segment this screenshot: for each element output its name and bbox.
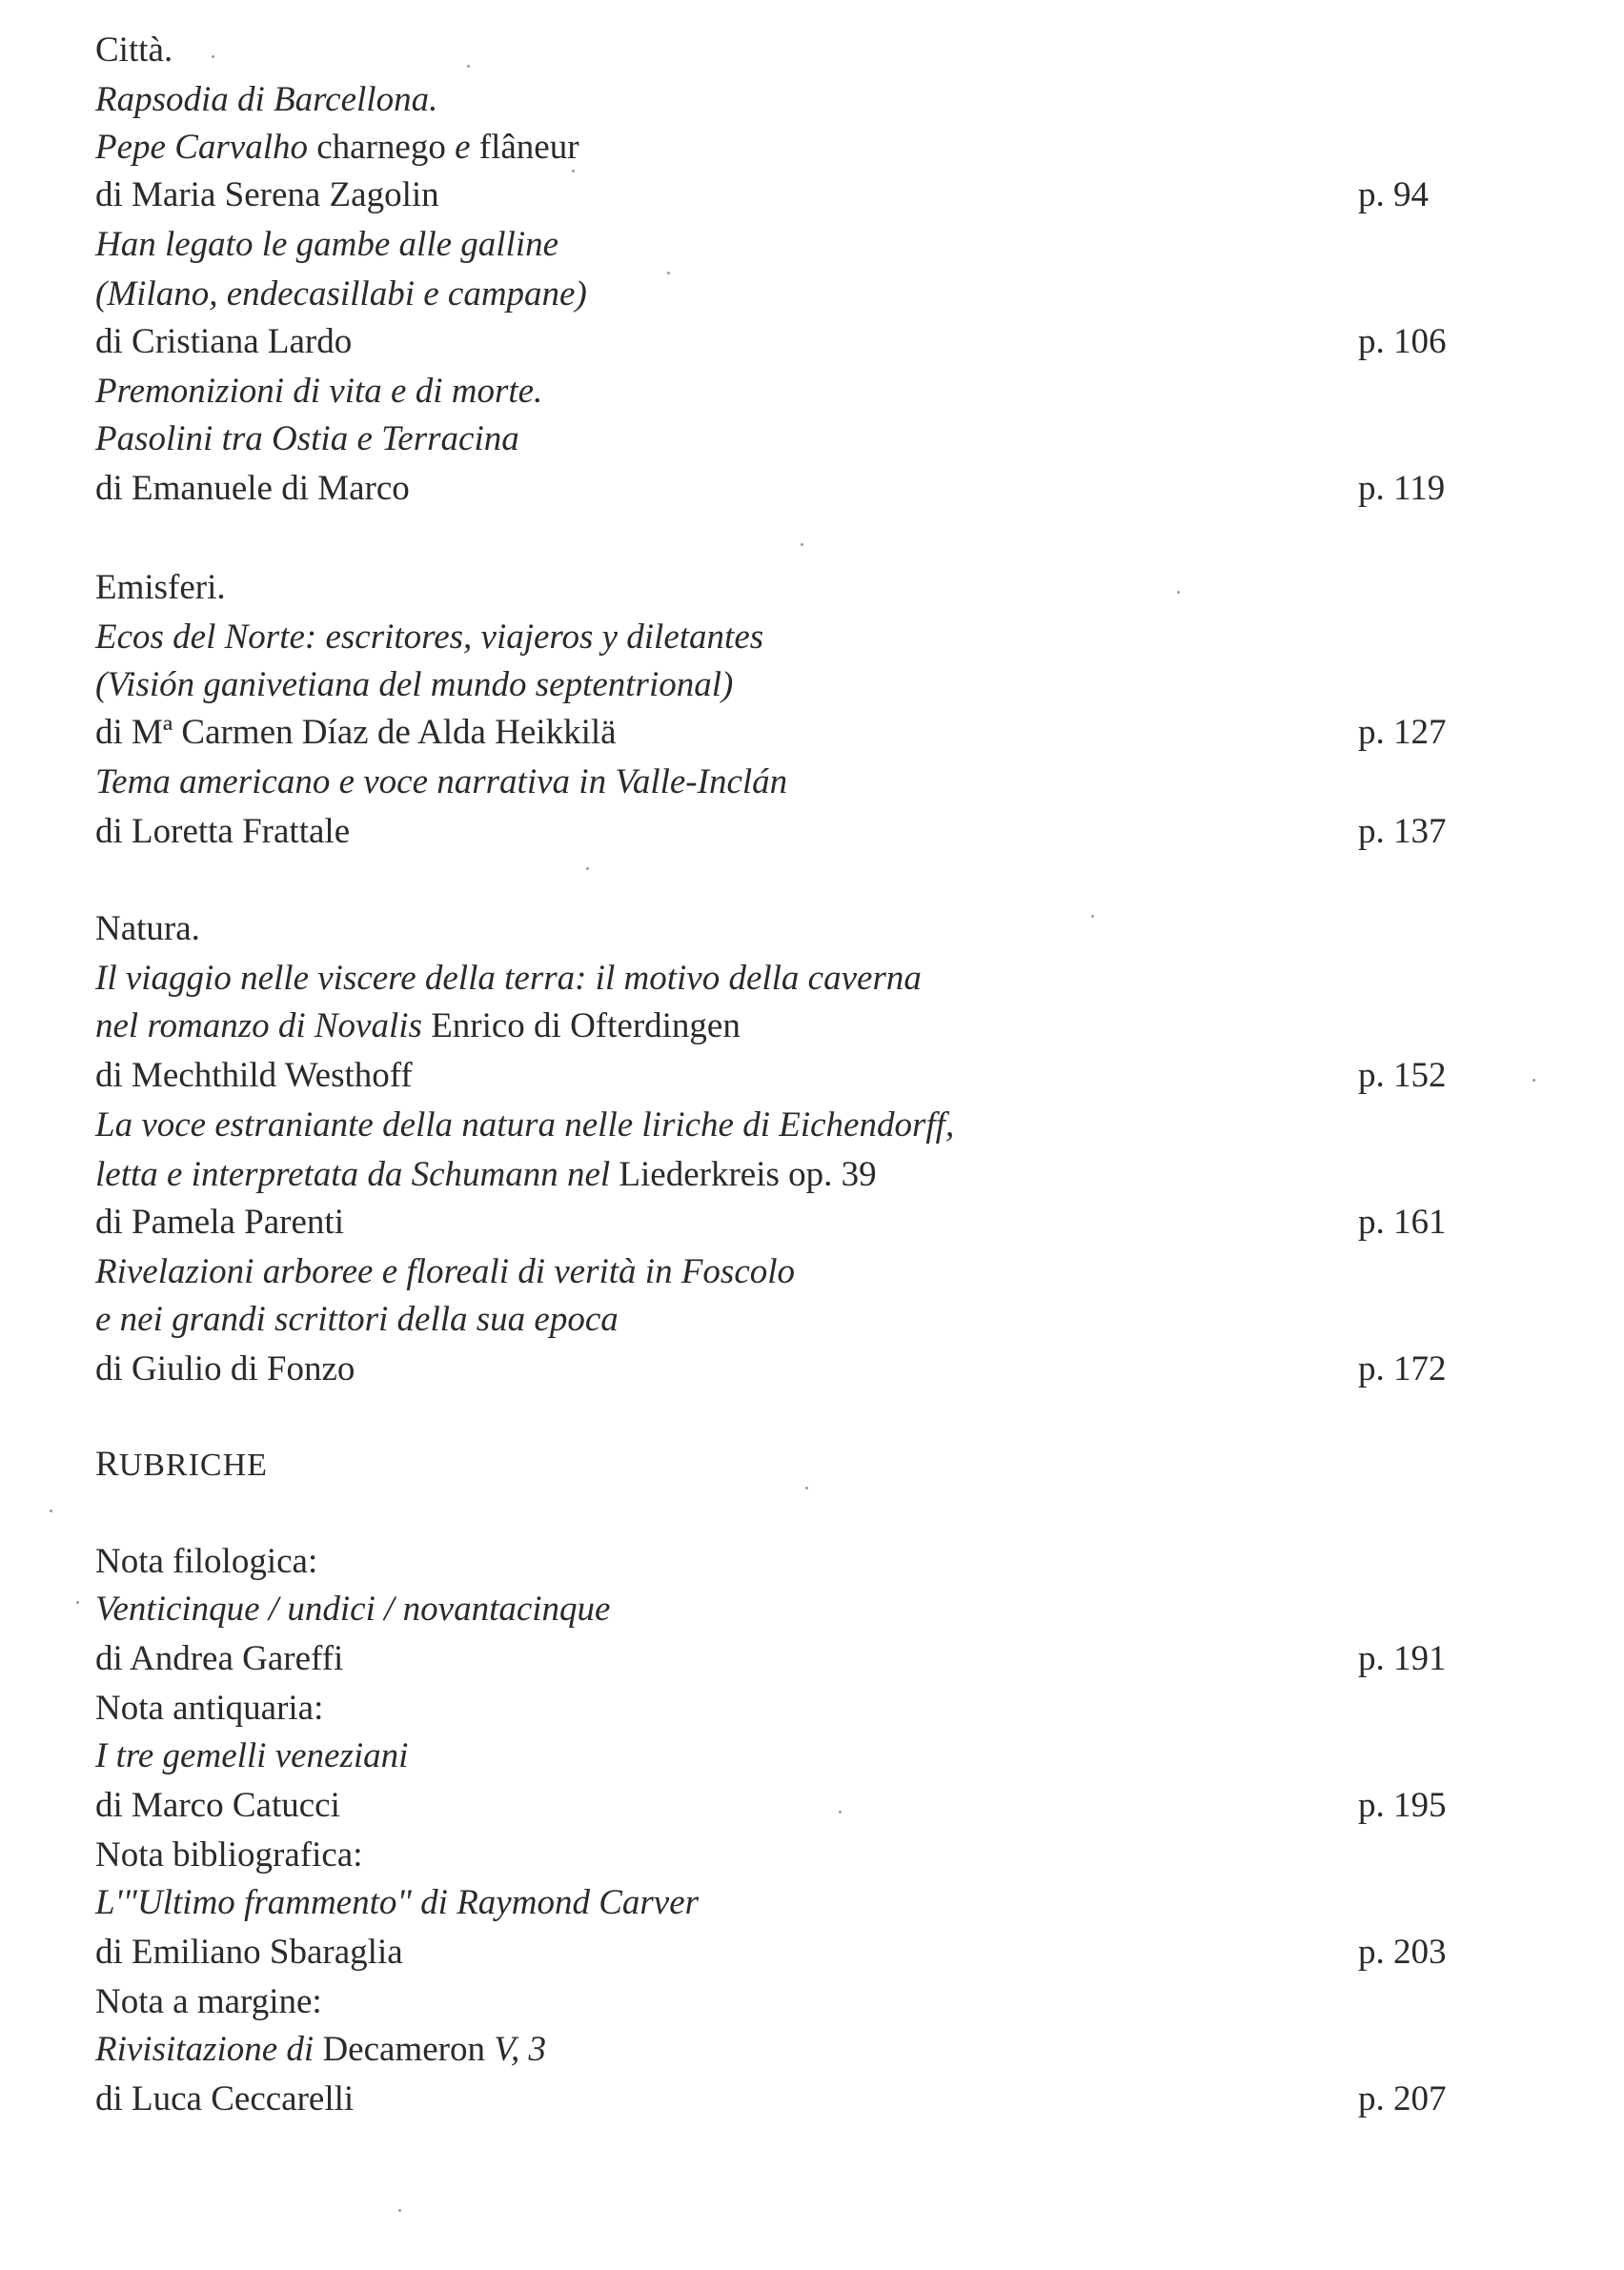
- scan-speck: [839, 1811, 842, 1814]
- entry-author: di Pamela Parenti: [95, 1203, 344, 1242]
- scan-speck: [1177, 591, 1180, 594]
- section-heading-citta: Città.: [95, 30, 173, 70]
- scan-speck: [212, 55, 214, 58]
- entry-title: Premonizioni di vita e di morte.: [95, 372, 543, 411]
- entry-title: Tema americano e voce narrativa in Valle-Inclán: [95, 762, 788, 801]
- entry-title: Ecos del Norte: escritores, viajeros y diletantes: [95, 618, 764, 657]
- scan-speck: [572, 170, 575, 172]
- page-number: p. 137: [1358, 812, 1447, 851]
- rubric-label: Nota a margine:: [95, 1982, 322, 2021]
- scan-speck: [76, 1601, 79, 1604]
- entry-author: di Loretta Frattale: [95, 812, 351, 851]
- entry-title: Rapsodia di Barcellona.: [95, 80, 438, 119]
- entry-title: nel romanzo di Novalis Enrico di Ofterdingen: [95, 1006, 741, 1045]
- page-number: p. 127: [1358, 713, 1447, 752]
- entry-title: Han legato le gambe alle galline: [95, 225, 559, 264]
- scan-speck: [1091, 915, 1094, 918]
- entry-title: (Milano, endecasillabi e campane): [95, 274, 587, 314]
- entry-author: di Giulio di Fonzo: [95, 1349, 355, 1388]
- entry-author: di Mª Carmen Díaz de Alda Heikkilä: [95, 713, 617, 752]
- entry-author: di Marco Catucci: [95, 1786, 340, 1825]
- page-number: p. 94: [1358, 175, 1429, 214]
- section-heading-emisferi: Emisferi.: [95, 568, 226, 607]
- page-number: p. 119: [1358, 469, 1446, 508]
- section-heading-rubriche: RUBRICHE: [95, 1445, 268, 1484]
- page-number: p. 106: [1358, 322, 1447, 361]
- entry-author: di Andrea Gareffi: [95, 1639, 344, 1678]
- page-number: p. 195: [1358, 1786, 1447, 1825]
- scan-speck: [586, 867, 589, 870]
- scan-speck: [398, 2209, 401, 2212]
- page-number: p. 191: [1358, 1639, 1447, 1678]
- entry-title: Il viaggio nelle viscere della terra: il motivo della caverna: [95, 959, 922, 998]
- entry-title: L'"Ultimo frammento" di Raymond Carver: [95, 1883, 700, 1922]
- scan-speck: [1533, 1079, 1535, 1082]
- entry-author: di Mechthild Westhoff: [95, 1056, 413, 1095]
- entry-title: Rivelazioni arboree e floreali di verità in Foscolo: [95, 1252, 796, 1291]
- rubric-label: Nota antiquaria:: [95, 1689, 324, 1728]
- entry-author: di Maria Serena Zagolin: [95, 175, 439, 214]
- entry-title: letta e interpretata da Schumann nel Liederkreis op. 39: [95, 1155, 877, 1194]
- entry-author: di Cristiana Lardo: [95, 322, 353, 361]
- entry-title: I tre gemelli veneziani: [95, 1736, 409, 1775]
- entry-title: Pasolini tra Ostia e Terracina: [95, 419, 519, 458]
- scan-speck: [805, 1487, 808, 1490]
- page-number: p. 207: [1358, 2079, 1447, 2118]
- entry-author: di Luca Ceccarelli: [95, 2079, 355, 2118]
- scan-speck: [667, 272, 670, 274]
- entry-title: (Visión ganivetiana del mundo septentrional): [95, 665, 734, 704]
- entry-author: di Emanuele di Marco: [95, 469, 410, 508]
- entry-title: Rivisitazione di Decameron V, 3: [95, 2030, 547, 2069]
- entry-author: di Emiliano Sbaraglia: [95, 1933, 403, 1972]
- entry-title: e nei grandi scrittori della sua epoca: [95, 1300, 619, 1339]
- page-number: p. 161: [1358, 1203, 1447, 1242]
- entry-title: Pepe Carvalho charnego e flâneur: [95, 128, 579, 167]
- section-heading-natura: Natura.: [95, 909, 200, 948]
- entry-title: La voce estraniante della natura nelle liriche di Eichendorff,: [95, 1105, 955, 1145]
- page-number: p. 152: [1358, 1056, 1447, 1095]
- rubric-label: Nota filologica:: [95, 1542, 318, 1581]
- scan-speck: [50, 1510, 52, 1512]
- rubric-label: Nota bibliografica:: [95, 1835, 363, 1875]
- scan-speck: [467, 65, 470, 68]
- scan-speck: [801, 543, 803, 546]
- page-number: p. 203: [1358, 1933, 1447, 1972]
- entry-title: Venticinque / undici / novantacinque: [95, 1590, 611, 1629]
- page-number: p. 172: [1358, 1349, 1447, 1388]
